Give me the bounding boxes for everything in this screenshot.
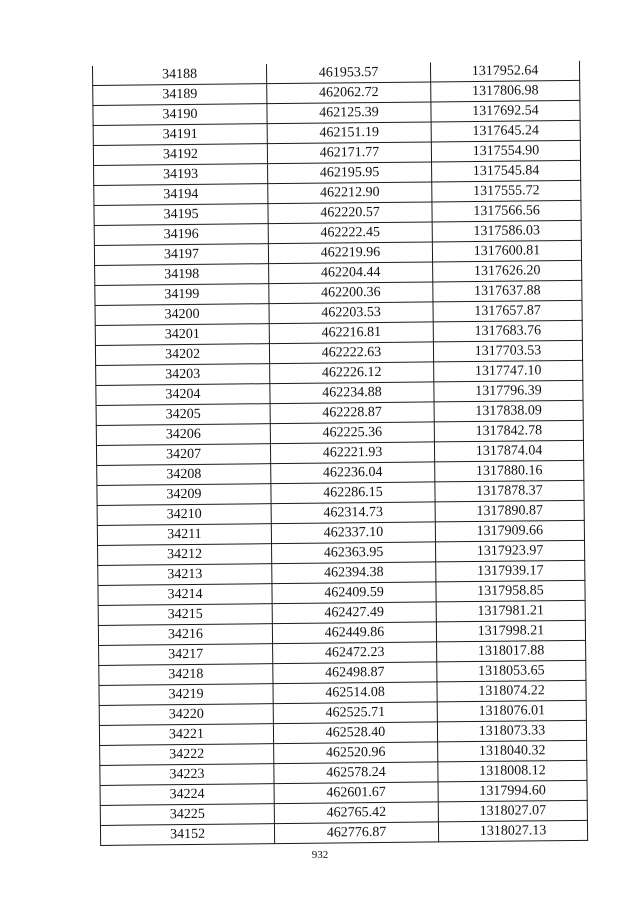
point-id-cell: 34205	[96, 404, 270, 426]
x-coordinate-cell: 462578.24	[274, 762, 438, 784]
point-id-cell: 34222	[100, 744, 274, 766]
point-id-cell: 34204	[96, 384, 270, 406]
x-coordinate-cell: 462498.87	[273, 662, 437, 684]
y-coordinate-cell: 1317545.84	[432, 160, 581, 182]
point-id-cell: 34220	[99, 704, 273, 726]
y-coordinate-cell: 1318040.32	[438, 740, 587, 762]
y-coordinate-cell: 1318076.01	[437, 700, 586, 722]
x-coordinate-cell: 462222.45	[268, 222, 432, 244]
point-id-cell: 34215	[98, 604, 272, 626]
point-id-cell: 34202	[95, 344, 269, 366]
x-coordinate-cell: 462234.88	[270, 382, 434, 404]
point-id-cell: 34223	[100, 764, 274, 786]
x-coordinate-cell: 462216.81	[269, 322, 433, 344]
y-coordinate-cell: 1317600.81	[432, 240, 581, 262]
point-id-cell: 34216	[98, 624, 272, 646]
point-id-cell: 34225	[100, 804, 274, 826]
point-id-cell: 34191	[93, 124, 267, 146]
x-coordinate-cell: 462525.71	[273, 702, 437, 724]
y-coordinate-cell: 1317692.54	[431, 100, 580, 122]
y-coordinate-cell: 1317923.97	[436, 540, 585, 562]
point-id-cell: 34212	[98, 544, 272, 566]
point-id-cell: 34206	[96, 424, 270, 446]
x-coordinate-cell: 462363.95	[272, 542, 436, 564]
y-coordinate-cell: 1318053.65	[437, 660, 586, 682]
x-coordinate-cell: 462204.44	[269, 262, 433, 284]
point-id-cell: 34221	[99, 724, 273, 746]
x-coordinate-cell: 462226.12	[270, 362, 434, 384]
x-coordinate-cell: 461953.57	[266, 62, 430, 83]
point-id-cell: 34208	[97, 464, 271, 486]
point-id-cell: 34201	[95, 324, 269, 346]
y-coordinate-cell: 1318027.07	[438, 800, 587, 822]
point-id-cell: 34217	[99, 644, 273, 666]
point-id-cell: 34197	[94, 244, 268, 266]
point-id-cell: 34192	[93, 144, 267, 166]
point-id-cell: 34199	[95, 284, 269, 306]
y-coordinate-cell: 1317878.37	[435, 480, 584, 502]
point-id-cell: 34224	[100, 784, 274, 806]
x-coordinate-cell: 462601.67	[274, 782, 438, 804]
y-coordinate-cell: 1317657.87	[433, 300, 582, 322]
point-id-cell: 34195	[94, 204, 268, 226]
y-coordinate-cell: 1317747.10	[434, 360, 583, 382]
point-id-cell: 34196	[94, 224, 268, 246]
x-coordinate-cell: 462427.49	[272, 602, 436, 624]
x-coordinate-cell: 462195.95	[268, 162, 432, 184]
y-coordinate-cell: 1317939.17	[436, 560, 585, 582]
x-coordinate-cell: 462219.96	[268, 242, 432, 264]
x-coordinate-cell: 462203.53	[269, 302, 433, 324]
point-id-cell: 34214	[98, 584, 272, 606]
coordinate-table-body	[92, 61, 587, 846]
y-coordinate-cell: 1317683.76	[433, 320, 582, 342]
point-id-cell: 34218	[99, 664, 273, 686]
x-coordinate-cell: 462776.87	[274, 822, 438, 844]
point-id-cell: 34198	[95, 264, 269, 286]
y-coordinate-cell: 1317796.39	[434, 380, 583, 402]
x-coordinate-cell: 462409.59	[272, 582, 436, 604]
x-coordinate-cell: 462765.42	[274, 802, 438, 824]
x-coordinate-cell: 462221.93	[270, 442, 434, 464]
y-coordinate-cell: 1317838.09	[434, 400, 583, 422]
y-coordinate-cell: 1317637.88	[433, 280, 582, 302]
y-coordinate-cell: 1318074.22	[437, 680, 586, 702]
y-coordinate-cell: 1318017.88	[437, 640, 586, 662]
point-id-cell: 34219	[99, 684, 273, 706]
x-coordinate-cell: 462337.10	[271, 522, 435, 544]
point-id-cell: 34193	[94, 164, 268, 186]
y-coordinate-cell: 1318073.33	[437, 720, 586, 742]
x-coordinate-cell: 462472.23	[273, 642, 437, 664]
y-coordinate-cell: 1317566.56	[432, 200, 581, 222]
point-id-cell: 34190	[93, 104, 267, 126]
y-coordinate-cell: 1317806.98	[431, 80, 580, 102]
x-coordinate-cell: 462212.90	[268, 182, 432, 204]
page-number: 932	[311, 849, 329, 861]
point-id-cell: 34213	[98, 564, 272, 586]
y-coordinate-cell: 1318027.13	[438, 820, 587, 842]
y-coordinate-cell: 1317554.90	[431, 140, 580, 162]
y-coordinate-cell: 1317842.78	[434, 420, 583, 442]
x-coordinate-cell: 462200.36	[269, 282, 433, 304]
y-coordinate-cell: 1317998.21	[436, 620, 585, 642]
y-coordinate-cell: 1317586.03	[432, 220, 581, 242]
y-coordinate-cell: 1317703.53	[433, 340, 582, 362]
x-coordinate-cell: 462125.39	[267, 102, 431, 124]
x-coordinate-cell: 462394.38	[272, 562, 436, 584]
x-coordinate-cell: 462151.19	[267, 122, 431, 144]
y-coordinate-cell: 1317994.60	[438, 780, 587, 802]
x-coordinate-cell: 462222.63	[269, 342, 433, 364]
x-coordinate-cell: 462228.87	[270, 402, 434, 424]
y-coordinate-cell: 1317874.04	[434, 440, 583, 462]
x-coordinate-cell: 462314.73	[271, 502, 435, 524]
point-id-cell: 34209	[97, 484, 271, 506]
x-coordinate-cell: 462236.04	[271, 462, 435, 484]
coordinate-table	[92, 61, 588, 846]
x-coordinate-cell: 462520.96	[274, 742, 438, 764]
point-id-cell: 34210	[97, 504, 271, 526]
x-coordinate-cell: 462062.72	[267, 82, 431, 104]
y-coordinate-cell: 1317958.85	[436, 580, 585, 602]
point-id-cell: 34211	[97, 524, 271, 546]
point-id-cell: 34152	[100, 824, 274, 846]
x-coordinate-cell: 462528.40	[273, 722, 437, 744]
point-id-cell: 34207	[96, 444, 270, 466]
y-coordinate-cell: 1318008.12	[438, 760, 587, 782]
point-id-cell: 34189	[93, 84, 267, 106]
y-coordinate-cell: 1317880.16	[435, 460, 584, 482]
x-coordinate-cell: 462171.77	[267, 142, 431, 164]
y-coordinate-cell: 1317626.20	[433, 260, 582, 282]
y-coordinate-cell: 1317909.66	[435, 520, 584, 542]
x-coordinate-cell: 462449.86	[272, 622, 436, 644]
y-coordinate-cell: 1317555.72	[432, 180, 581, 202]
point-id-cell: 34203	[96, 364, 270, 386]
y-coordinate-cell: 1317645.24	[431, 120, 580, 142]
y-coordinate-cell: 1317981.21	[436, 600, 585, 622]
x-coordinate-cell: 462286.15	[271, 482, 435, 504]
y-coordinate-cell: 1317952.64	[430, 61, 579, 82]
point-id-cell: 34188	[92, 64, 266, 85]
point-id-cell: 34194	[94, 184, 268, 206]
x-coordinate-cell: 462225.36	[270, 422, 434, 444]
x-coordinate-cell: 462220.57	[268, 202, 432, 224]
y-coordinate-cell: 1317890.87	[435, 500, 584, 522]
x-coordinate-cell: 462514.08	[273, 682, 437, 704]
point-id-cell: 34200	[95, 304, 269, 326]
